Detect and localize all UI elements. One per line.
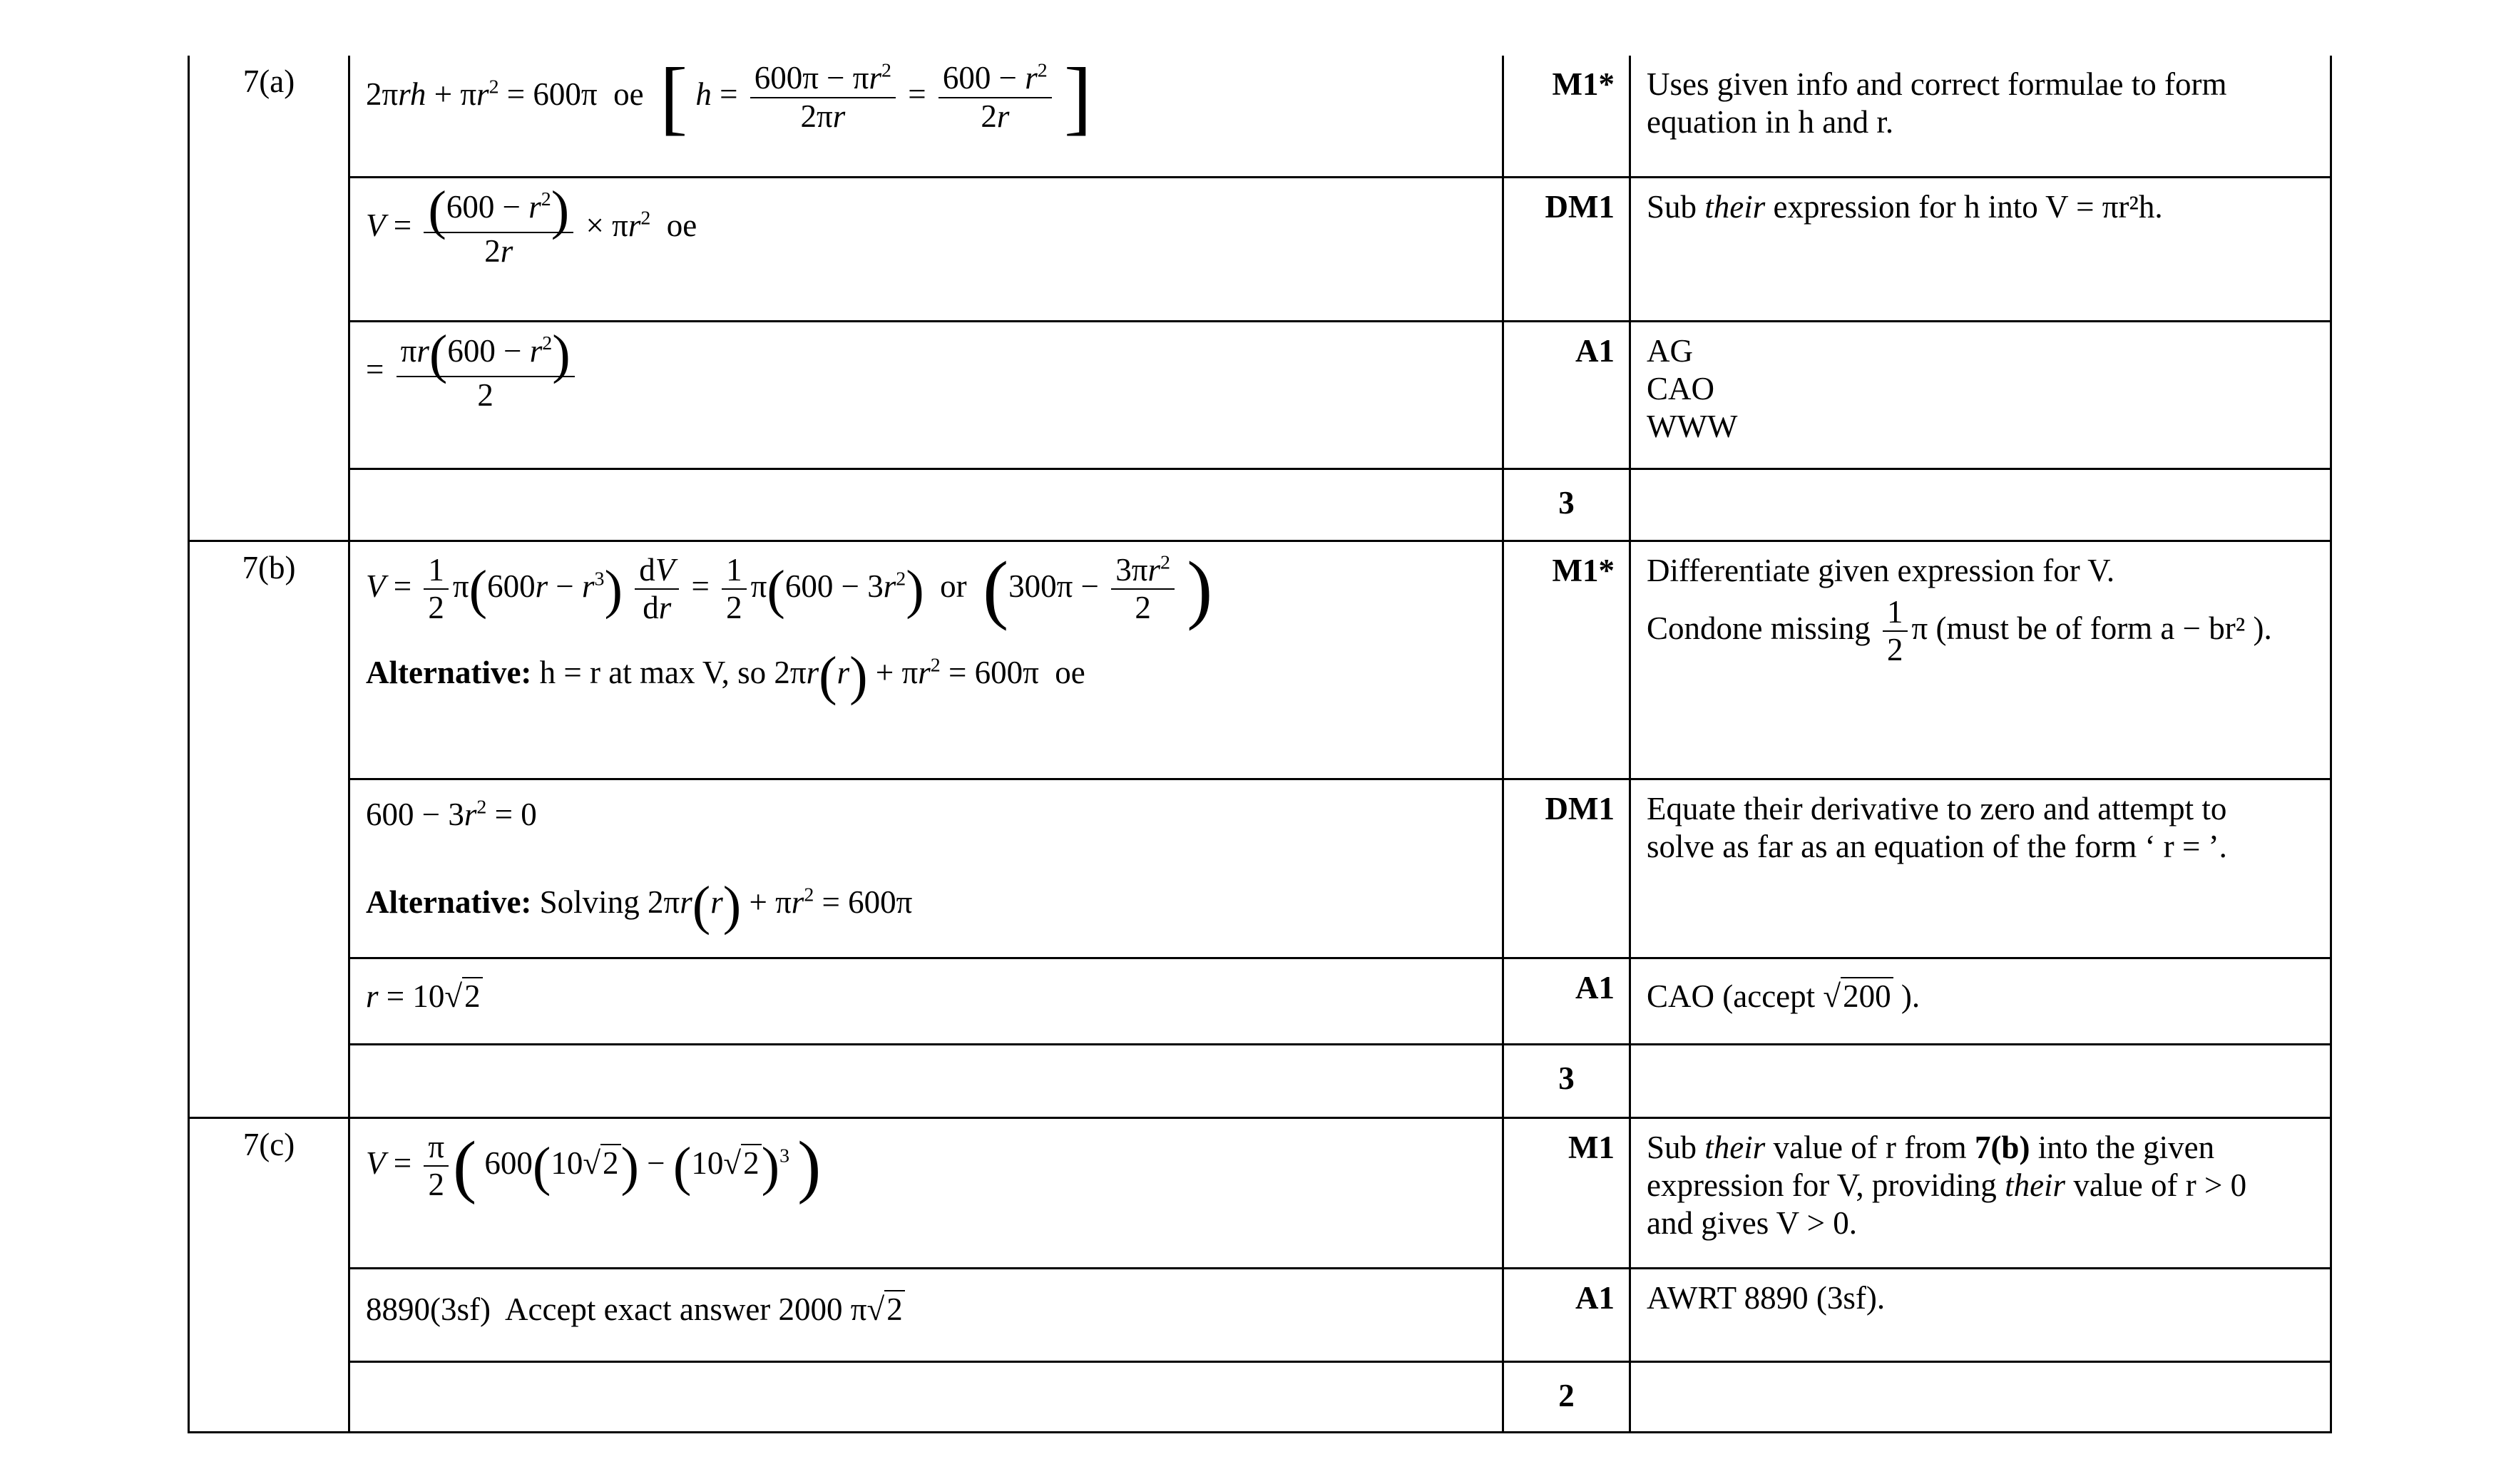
guidance-cell: Equate their derivative to zero and attempt to solve as far as an equation of the form ‘ r = ’. bbox=[1630, 779, 2331, 958]
answer-cell bbox=[349, 541, 1503, 779]
mark-code: M1* bbox=[1503, 541, 1630, 779]
table-row bbox=[189, 958, 2331, 1044]
mark-code: A1 bbox=[1503, 1268, 1630, 1361]
total-marks: 2 bbox=[1503, 1361, 1630, 1432]
question-number: 7(b) bbox=[189, 541, 349, 1117]
equation: = $\frac{\pi r(600 - r^2)}{2}$ bbox=[366, 352, 579, 387]
guidance-cell: Sub their value of r from 7(b) into the given expression for V, providing their value of r > 0 and gives V > 0. bbox=[1630, 1117, 2331, 1268]
answer-cell bbox=[349, 469, 1503, 541]
answer-cell bbox=[349, 177, 1503, 321]
table-row bbox=[189, 469, 2331, 541]
mark-code: DM1 bbox=[1503, 177, 1630, 321]
answer-cell bbox=[349, 1268, 1503, 1361]
equation: V = $\frac{(600 - r^2)}{2r}$ × $\pi r^2$ oe bbox=[366, 179, 697, 269]
guidance-cell: AWRT 8890 (3sf). bbox=[1630, 1268, 2331, 1361]
answer-cell bbox=[349, 779, 1503, 958]
equation: $2\pi rh + \pi r^2 = 600\pi$ oe [ h = $\frac{600\pi - \pi r^2}{2\pi r}$ = $\frac{600 - r^2}{2r}$ ] bbox=[366, 51, 1092, 143]
table-row bbox=[189, 541, 2331, 779]
guidance-cell: CAO (accept √200 ). bbox=[1630, 958, 2331, 1044]
guidance-cell: AG CAO WWW bbox=[1630, 321, 2331, 469]
answer-cell bbox=[349, 321, 1503, 469]
answer-cell bbox=[349, 1117, 1503, 1268]
table-row bbox=[189, 1361, 2331, 1432]
table-row bbox=[189, 321, 2331, 469]
equation: V = $\frac{1}{2}$ $\pi(600r - r^3)$ $\frac{dV}{dr}$ = $\frac{1}{2}$ $\pi(600 - 3r^2)$ or (300π − $\frac{3\pi r^2}{2}$ ) bbox=[366, 546, 1213, 632]
mark-code: A1 bbox=[1503, 958, 1630, 1044]
total-marks: 3 bbox=[1503, 469, 1630, 541]
guidance-cell bbox=[1630, 1044, 2331, 1117]
table-row bbox=[189, 779, 2331, 958]
alternative-method: Alternative: h = r at max V, so $2\pi r(r) + \pi r^2 = 600\pi$ oe bbox=[366, 645, 1085, 707]
answer-cell bbox=[349, 1361, 1503, 1432]
guidance-cell bbox=[1630, 469, 2331, 541]
answer-cell bbox=[349, 51, 1503, 177]
equation: 8890(3sf) Accept exact answer 2000 π√2 bbox=[366, 1291, 905, 1327]
guidance-cell: Sub their expression for h into V = πr²h. bbox=[1630, 177, 2331, 321]
table-row bbox=[189, 1044, 2331, 1117]
guidance-cell: Uses given info and correct formulae to form equation in h and r. bbox=[1630, 56, 2331, 177]
table-row bbox=[189, 56, 2331, 177]
alternative-method: Alternative: Solving $2\pi r(r) + \pi r^2 = 600\pi$ bbox=[366, 874, 913, 936]
answer-cell bbox=[349, 1044, 1503, 1117]
answer-cell bbox=[349, 958, 1503, 1044]
question-number: 7(a) bbox=[189, 56, 349, 541]
total-marks: 3 bbox=[1503, 1044, 1630, 1117]
mark-code: DM1 bbox=[1503, 779, 1630, 958]
guidance-cell bbox=[1630, 1361, 2331, 1432]
mark-code: A1 bbox=[1503, 321, 1630, 469]
equation: r = 10√2 bbox=[366, 978, 483, 1014]
equation: V = $\frac{\pi}{2}$ ( $600(10√2) - (10√2)^3$ ) bbox=[366, 1127, 822, 1205]
equation: $600 - 3r^2 = 0$ bbox=[366, 795, 537, 832]
question-number: 7(c) bbox=[189, 1117, 349, 1432]
table-row bbox=[189, 1268, 2331, 1361]
table-row bbox=[189, 177, 2331, 321]
table-row bbox=[189, 1117, 2331, 1268]
mark-code: M1* bbox=[1503, 56, 1630, 177]
mark-scheme-table bbox=[188, 51, 2332, 1433]
mark-code: M1 bbox=[1503, 1117, 1630, 1268]
guidance-cell: Differentiate given expression for V. Condone missing $\frac{1}{2}$ π (must be of form a − br² ). bbox=[1630, 541, 2331, 779]
